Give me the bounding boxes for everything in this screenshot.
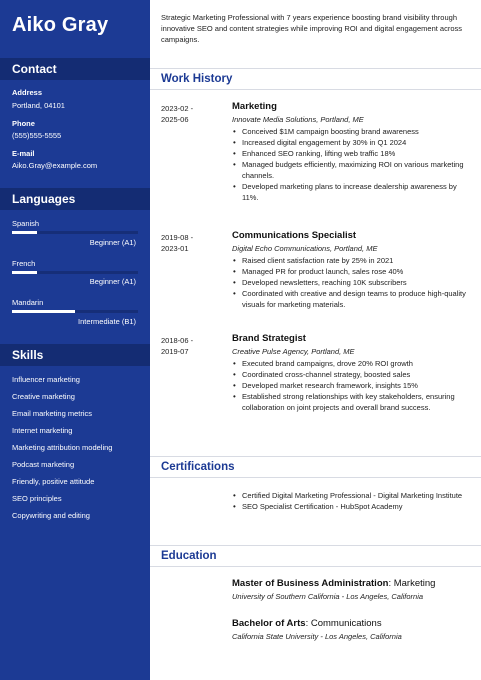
contact-heading: [0, 58, 150, 80]
job-bullet: • Established strong relationships with key stakeholders, ensuring collaboration on joint projects and overall brand success.: [232, 391, 472, 413]
phone-label: Phone: [12, 119, 35, 128]
address-value: Portland, 04101: [12, 101, 65, 110]
skills-heading-label: Skills: [12, 348, 44, 362]
job-bullet: • Raised client satisfaction rate by 25% in 2021: [232, 255, 472, 266]
language-level-bar: [12, 271, 138, 274]
job-bullet: • Developed marketing plans to increase dealership awareness by 11%.: [232, 181, 472, 203]
skill-item: Creative marketing: [12, 392, 75, 401]
job-title: Communications Specialist: [232, 230, 357, 241]
language-level-fill: [12, 231, 37, 234]
skill-item: Podcast marketing: [12, 460, 75, 469]
contact-heading-label: Contact: [12, 62, 57, 76]
job-title: Brand Strategist: [232, 333, 306, 344]
education-degree: Master of Business Administration: Marketing: [232, 578, 436, 589]
job-bullets: [232, 358, 472, 413]
language-level: Beginner (A1): [89, 277, 136, 286]
job-entry: [232, 230, 472, 310]
language-level-bar: [12, 310, 138, 313]
skill-item: Friendly, positive attitude: [12, 477, 95, 486]
education-field: Communications: [310, 618, 382, 629]
skill-item: SEO principles: [12, 494, 62, 503]
phone-value: (555)555-5555: [12, 131, 62, 140]
job-bullet: • Increased digital engagement by 30% in Q1 2024: [232, 137, 472, 148]
job-bullet: • Managed budgets efficiently, maximizing ROI on various marketing channels.: [232, 159, 472, 181]
job-dates: [161, 232, 221, 254]
job-company: Innovate Media Solutions, Portland, ME: [232, 115, 364, 124]
language-name: Spanish: [12, 219, 40, 228]
job-bullets: [232, 126, 472, 203]
skills-heading: [0, 344, 150, 366]
address-label: Address: [12, 88, 43, 97]
job-bullet: • Developed newsletters, reaching 10K subscribers: [232, 277, 472, 288]
education-degree-name: Bachelor of Arts: [232, 618, 306, 629]
education-degree-name: Master of Business Administration: [232, 578, 389, 589]
certifications-heading-label: Certifications: [161, 461, 235, 473]
job-entry: [232, 333, 472, 413]
email-value: Aiko.Gray@example.com: [12, 161, 98, 170]
skill-item: Marketing attribution modeling: [12, 443, 113, 452]
job-entry: [232, 101, 472, 203]
job-company: Digital Echo Communications, Portland, ME: [232, 244, 378, 253]
education-entry: [232, 618, 472, 641]
work-history-heading: [150, 68, 481, 90]
job-bullet: • Conceived $1M campaign boosting brand awareness: [232, 126, 472, 137]
language-name: French: [12, 259, 36, 268]
skill-item: Copywriting and editing: [12, 511, 90, 520]
education-field: Marketing: [393, 578, 436, 589]
language-level-fill: [12, 271, 37, 274]
language-name: Mandarin: [12, 298, 44, 307]
job-bullet: • Coordinated with creative and design teams to produce high-quality visuals for marketing materials.: [232, 288, 472, 310]
skill-item: Email marketing metrics: [12, 409, 93, 418]
professional-summary: Strategic Marketing Professional with 7 years experience boosting brand visibility through innovative SEO and content strategies while improving ROI and digital engagement across campaigns.: [161, 13, 462, 44]
language-level: Beginner (A1): [89, 238, 136, 247]
job-bullet: • Executed brand campaigns, drove 20% ROI growth: [232, 358, 472, 369]
certification-item: • SEO Specialist Certification - HubSpot Academy: [232, 501, 472, 512]
education-school: University of Southern California - Los Angeles, California: [232, 592, 424, 601]
job-company: Creative Pulse Agency, Portland, ME: [232, 347, 355, 356]
job-bullets: [232, 255, 472, 310]
skill-item: Influencer marketing: [12, 375, 80, 384]
language-level-bar: [12, 231, 138, 234]
job-date-start: 2018-06 -: [161, 336, 194, 345]
education-degree: Bachelor of Arts: Communications: [232, 618, 382, 629]
education-school: California State University - Los Angeles, California: [232, 632, 402, 641]
job-date-end: 2025-06: [161, 115, 189, 124]
job-dates: [161, 103, 221, 125]
job-title: Marketing: [232, 101, 277, 112]
work-history-heading-label: Work History: [161, 73, 233, 85]
languages-heading: [0, 188, 150, 210]
certification-bullets: [232, 490, 472, 512]
certifications-list: [232, 490, 472, 512]
email-label: E-mail: [12, 149, 35, 158]
education-heading: [150, 545, 481, 567]
skill-item: Internet marketing: [12, 426, 73, 435]
job-date-start: 2023-02 -: [161, 104, 194, 113]
job-bullet: • Managed PR for product launch, sales rose 40%: [232, 266, 472, 277]
job-date-end: 2023-01: [161, 244, 189, 253]
sidebar: [0, 0, 150, 680]
job-bullet: • Enhanced SEO ranking, lifting web traffic 18%: [232, 148, 472, 159]
candidate-name: Aiko Gray: [12, 14, 109, 36]
education-heading-label: Education: [161, 550, 217, 562]
job-bullet: • Coordinated cross-channel strategy, boosted sales: [232, 369, 472, 380]
job-date-end: 2019-07: [161, 347, 189, 356]
job-bullet: • Developed market research framework, insights 15%: [232, 380, 472, 391]
certification-item: • Certified Digital Marketing Professional - Digital Marketing Institute: [232, 490, 472, 501]
education-entry: [232, 578, 472, 601]
languages-heading-label: Languages: [12, 192, 76, 206]
main-content: [150, 0, 481, 680]
language-level-fill: [12, 310, 75, 313]
job-date-start: 2019-08 -: [161, 233, 194, 242]
language-level: Intermediate (B1): [78, 317, 136, 326]
job-dates: [161, 335, 221, 357]
certifications-heading: [150, 456, 481, 478]
